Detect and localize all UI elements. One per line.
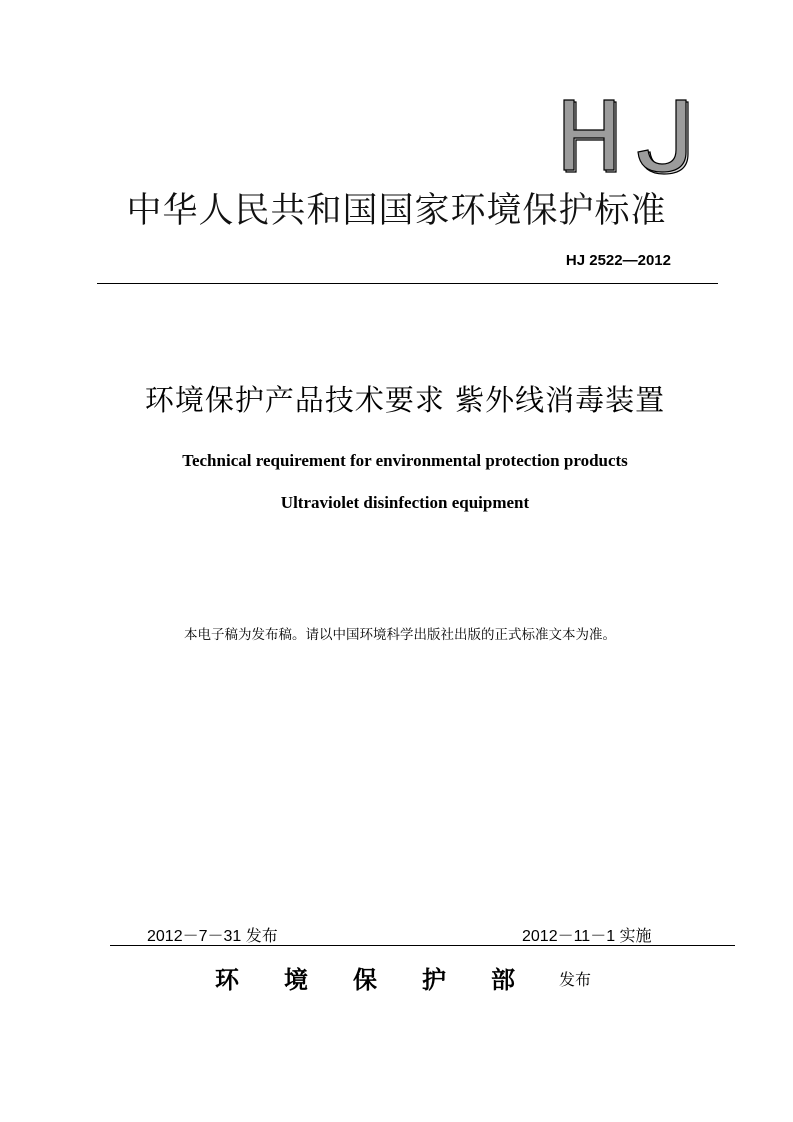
implementation-date: 2012－11－1 实施: [522, 928, 652, 945]
issue-date: 2012－7－31 发布: [147, 928, 278, 945]
standard-code: HJ 2522—2012: [565, 252, 671, 269]
logo-letter-j: [638, 100, 688, 174]
footer-divider: [110, 945, 735, 946]
logo-letter-h: [564, 100, 616, 172]
document-title-en-line2: Ultraviolet disinfection equipment: [280, 493, 530, 512]
issuing-authority-suffix: 发布: [559, 970, 592, 989]
standard-category-title: 中华人民共和国国家环境保护标准: [126, 191, 667, 231]
issuing-authority: 环境保护部: [215, 965, 560, 994]
publication-notice: 本电子稿为发布稿。请以中国环境科学出版社出版的正式标准文本为准。: [184, 627, 616, 643]
header-divider: [97, 283, 718, 284]
document-title-en-line1: Technical requirement for environmental protection products: [182, 451, 628, 470]
hj-logo: [560, 96, 696, 178]
document-title-zh: 环境保护产品技术要求 紫外线消毒装置: [144, 383, 666, 417]
